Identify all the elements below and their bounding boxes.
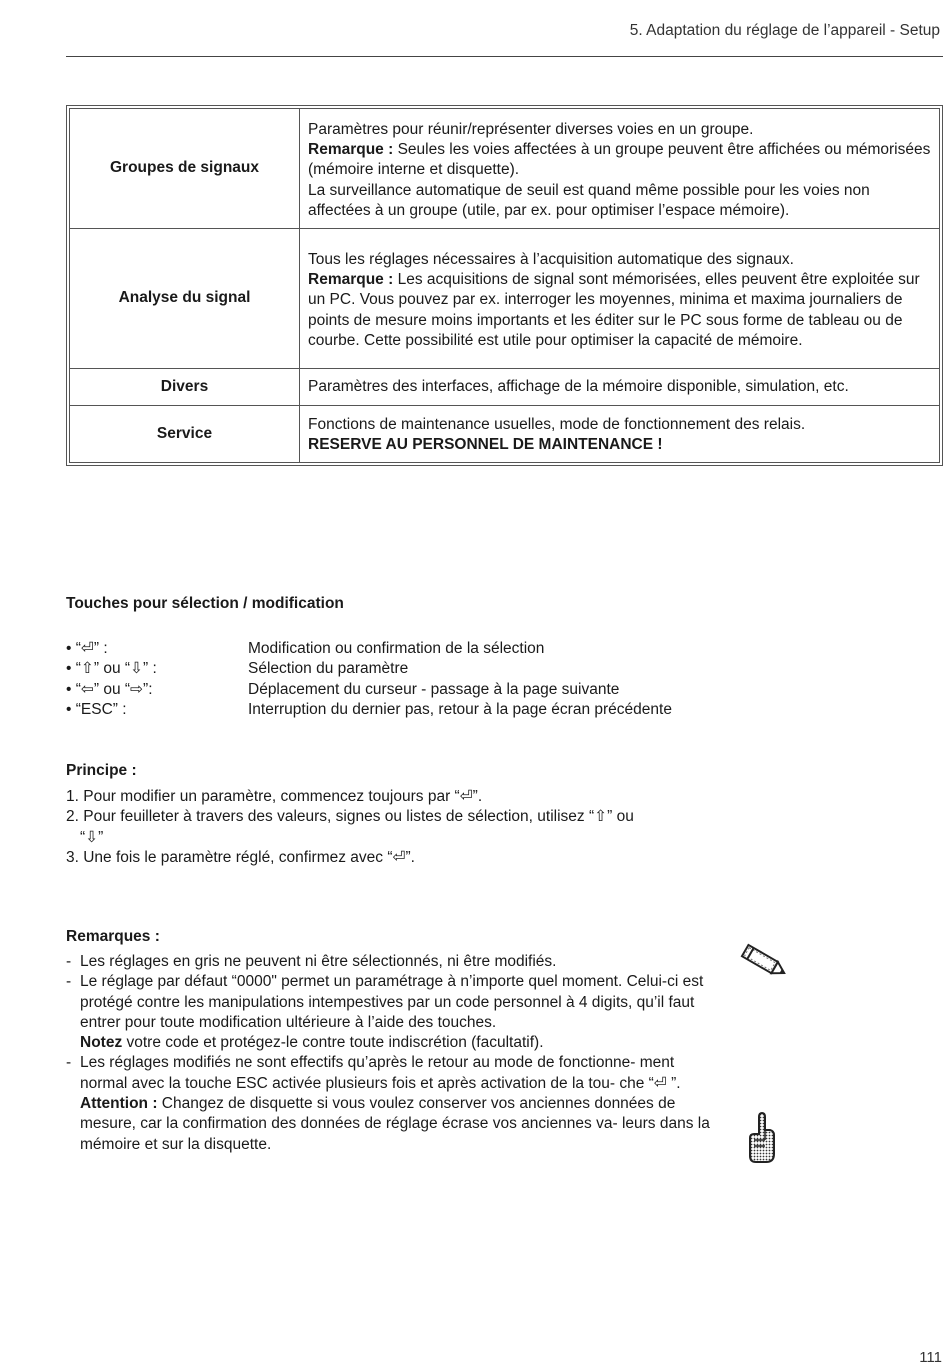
description-cell (300, 109, 940, 229)
description-cell (300, 369, 940, 406)
description-line: Paramètres pour réunir/représenter diverses voies en un groupe. (308, 120, 754, 138)
list-item (66, 700, 766, 720)
term-cell: Groupes de signaux (70, 109, 300, 229)
note-text: votre code et protégez-le contre toute indiscrétion (facultatif). (122, 1034, 544, 1052)
attention-label: Attention : (80, 1095, 158, 1113)
note-label: Notez (80, 1034, 123, 1052)
key-description: Modification ou confirmation de la sélection (248, 640, 545, 657)
list-item: - Le réglage par défaut “0000" permet un paramétrage à n’importe quel moment. Celui-ci est protégé contre les manipulations intempestives par un code personnel à 4 digits, qu’il faut entrer pour toute modification ultérieure à l’aide des touches. (66, 972, 716, 1033)
pointing-hand-icon (744, 1110, 780, 1171)
description-line: Fonctions de maintenance usuelles, mode de fonctionnement des relais. (308, 415, 806, 433)
attention-text: Changez de disquette si vous voulez conserver vos anciennes données de mesure, car la confirmation des données de réglage écrase vos anciennes va- leurs dans la mémoire et sur la disquette. (80, 1095, 710, 1153)
remark-line (308, 270, 931, 351)
remarques-list (66, 952, 716, 1155)
description-line: La surveillance automatique de seuil est quand même possible pour les voies non affectées à un groupe (utile, par ex. pour optimiser l’espace mémoire). (308, 181, 870, 219)
list-item: - Les réglages modifiés ne sont effectifs qu’après le retour au mode de fonctionne- ment normal avec la touche ESC activée plusieurs fois et après activation de la tou- che “⏎ ”. (66, 1053, 716, 1094)
remark-label: Remarque : (308, 141, 394, 159)
header-rule (66, 56, 943, 57)
description-cell (300, 229, 940, 369)
list-item (66, 659, 766, 679)
list-item: 2. Pour feuilleter à travers des valeurs, signes ou listes de sélection, utilisez “⇧” ou (66, 808, 634, 826)
key-symbol: • “⇧” ou “⇩” : (66, 660, 157, 678)
key-symbol: • “⏎” : (66, 640, 108, 657)
key-description: Déplacement du curseur - passage à la page suivante (248, 680, 620, 698)
key-symbol: • “ESC” : (66, 700, 127, 718)
principe-steps (66, 787, 706, 868)
list-item: - Les réglages en gris ne peuvent ni être sélectionnés, ni être modifiés. (66, 952, 716, 972)
description-line: Tous les réglages nécessaires à l’acquisition automatique des signaux. (308, 250, 794, 268)
table-row (70, 229, 940, 369)
keys-list (66, 639, 766, 720)
list-item: 1. Pour modifier un paramètre, commencez toujours par “⏎”. (66, 788, 483, 805)
table-row (70, 369, 940, 406)
keys-title: Touches pour sélection / modification (66, 595, 344, 612)
list-item (66, 639, 766, 659)
running-header: 5. Adaptation du réglage de l’appareil - Setup (629, 22, 940, 39)
key-description: Sélection du paramètre (248, 660, 409, 678)
remark-text: Seules les voies affectées à un groupe peuvent être affichées ou mémorisées (393, 141, 931, 159)
remarques-title: Remarques : (66, 928, 160, 945)
table-row (70, 109, 940, 229)
remark-line (308, 140, 931, 181)
pencil-note-icon (738, 942, 790, 987)
remark-text: Les réglages en gris ne peuvent ni être sélectionnés, ni être modifiés. (80, 953, 557, 970)
term-cell: Divers (70, 369, 300, 406)
list-item: “⇩” (80, 828, 104, 846)
description-line: Paramètres des interfaces, affichage de la mémoire disponible, simulation, etc. (308, 377, 849, 395)
warning-line: RESERVE AU PERSONNEL DE MAINTENANCE ! (308, 436, 663, 453)
remark-label: Remarque : (308, 271, 394, 289)
key-symbol: • “⇦” ou “⇨”: (66, 680, 153, 698)
list-item: 3. Une fois le paramètre réglé, confirmez avec “⏎”. (66, 848, 415, 866)
principe-title: Principe : (66, 762, 137, 779)
remark-text: Les réglages modifiés ne sont effectifs qu’après le retour au mode de fonctionne- ment normal avec la touche ESC activée plusieurs fois et après activation de la tou- che “⏎ ”. (80, 1054, 681, 1092)
term-cell: Analyse du signal (70, 229, 300, 369)
settings-table (66, 105, 943, 466)
key-description: Interruption du dernier pas, retour à la page écran précédente (248, 700, 672, 718)
attention-line (66, 1094, 716, 1155)
remark-text: Les acquisitions de signal sont mémorisées, elles peuvent être exploitée sur un PC. Vous pouvez par ex. interroger les moyennes, minima et maxima journaliers de points de mesure moins importants et les éditer sur le PC sous forme de tableau ou de courbe. Cette possibilité est utile pour optimiser la capacité de mémoire. (308, 271, 920, 349)
table-row (70, 406, 940, 463)
note-line (66, 1033, 716, 1053)
term-cell: Service (70, 406, 300, 463)
page-number: 111 (919, 1349, 942, 1366)
remark-tail: (mémoire interne et disquette). (308, 161, 520, 179)
remark-text: Le réglage par défaut “0000" permet un paramétrage à n’importe quel moment. Celui-ci est protégé contre les manipulations intempestives par un code personnel à 4 digits, qu’il faut entrer pour toute modification ultérieure à l’aide des touches. (80, 973, 704, 1031)
description-cell (300, 406, 940, 463)
list-item (66, 680, 766, 700)
